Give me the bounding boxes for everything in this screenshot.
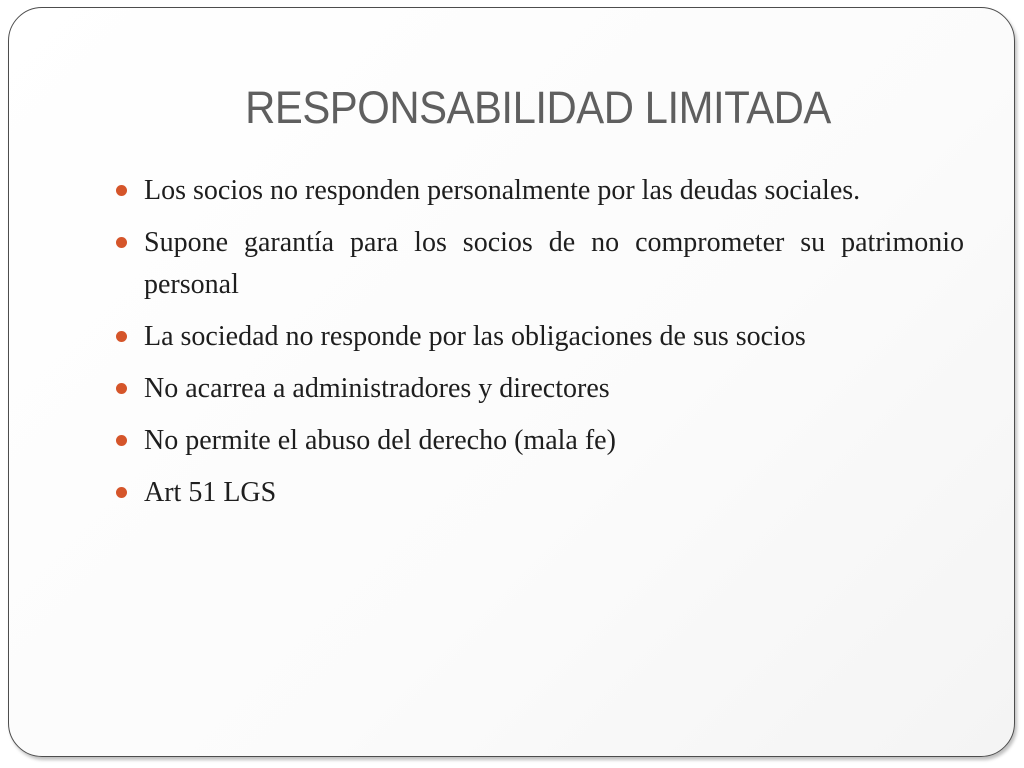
bullet-item (116, 170, 964, 212)
bullet-text: No permite el abuso del derecho (mala fe) (144, 425, 616, 456)
bullet-text: Los socios no responden personalmente por las deudas sociales. (144, 175, 861, 206)
bullet-text: Art 51 LGS (144, 477, 277, 508)
bullet-dot-icon (116, 383, 127, 394)
slide-title: RESPONSABILIDAD LIMITADA (245, 82, 831, 133)
bullet-text: No acarrea a administradores y directores (144, 373, 610, 404)
bullet-item (116, 420, 964, 462)
bullet-text: Supone garantía para los socios de no comprometer su patrimonio personal (144, 227, 964, 300)
bullet-dot-icon (116, 237, 127, 248)
bullet-dot-icon (116, 435, 127, 446)
bullet-text: La sociedad no responde por las obligaciones de sus socios (144, 321, 806, 352)
bullet-list (116, 170, 964, 524)
bullet-item (116, 368, 964, 410)
bullet-dot-icon (116, 185, 127, 196)
bullet-item (116, 316, 964, 358)
bullet-dot-icon (116, 487, 127, 498)
bullet-dot-icon (116, 331, 127, 342)
bullet-item (116, 472, 964, 514)
bullet-item (116, 222, 964, 306)
